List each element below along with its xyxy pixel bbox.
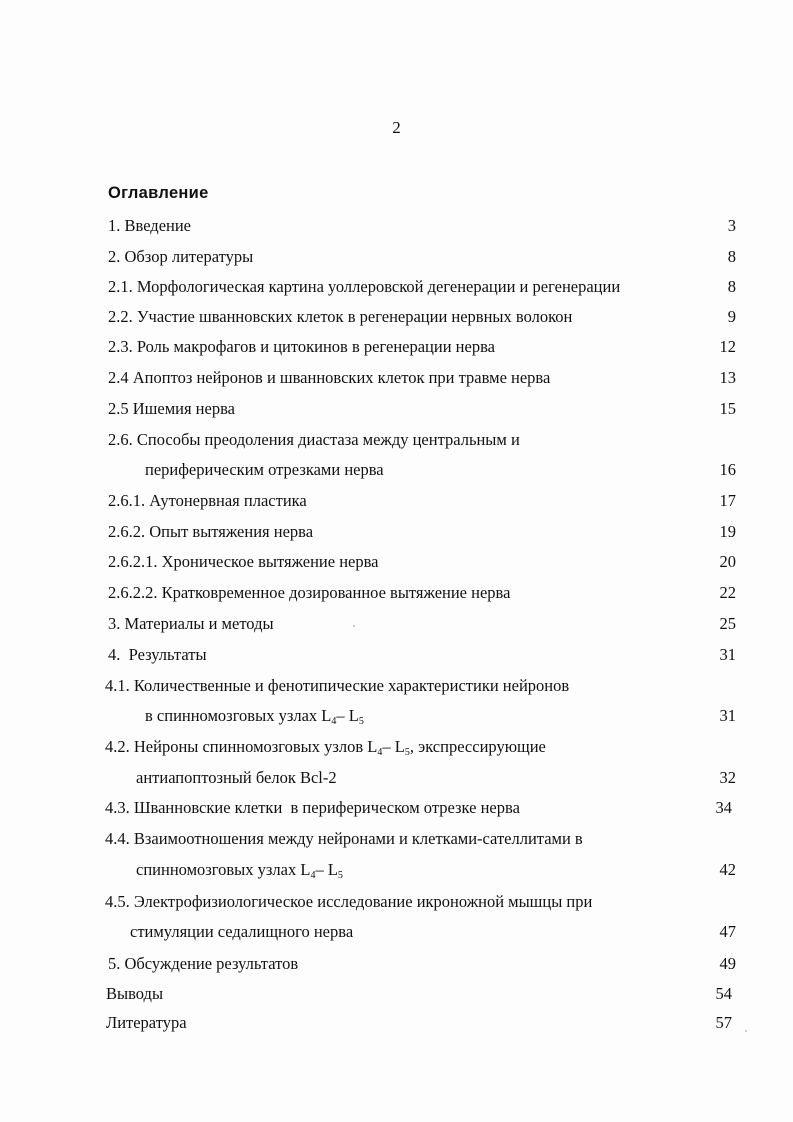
toc-entry-page: 19 xyxy=(719,522,736,541)
toc-entry-page: 16 xyxy=(719,460,736,479)
toc-text-part: – L xyxy=(382,737,405,756)
toc-entry-materials-methods xyxy=(108,614,736,634)
toc-entry-page: 9 xyxy=(727,307,736,326)
toc-entry-title: 2. Обзор литературы xyxy=(108,247,254,266)
toc-entry-title: 4.1. Количественные и фенотипические характеристики нейронов xyxy=(105,676,570,695)
toc-entry-page: 34 xyxy=(715,798,732,817)
toc-text-part: – L xyxy=(315,860,338,879)
toc-text-part: – L xyxy=(336,706,359,725)
toc-text-part: , экспрессирующие xyxy=(409,737,546,756)
toc-entry-2-6-continuation xyxy=(145,460,736,480)
toc-entry-title: 3. Материалы и методы xyxy=(108,614,274,633)
toc-entry-page: 57 xyxy=(715,1013,732,1032)
toc-entry-title: Выводы xyxy=(106,984,164,1003)
toc-entry-title-continuation xyxy=(145,706,364,732)
subscript: 4 xyxy=(377,747,383,758)
toc-entry-page: 20 xyxy=(719,552,736,571)
toc-entry-page: 47 xyxy=(719,922,736,941)
toc-entry-discussion xyxy=(108,954,736,974)
subscript: 4 xyxy=(331,716,337,727)
scan-speck xyxy=(353,625,355,627)
toc-entry-title: 2.4 Апоптоз нейронов и шванновских клеток при травме нерва xyxy=(108,368,551,387)
toc-entry-page: 31 xyxy=(719,706,736,725)
subscript: 5 xyxy=(404,747,410,758)
toc-entry-title-continuation xyxy=(136,860,343,886)
toc-entry-title-continuation: антиапоптозный белок Bcl-2 xyxy=(136,768,337,787)
toc-entry-4-4 xyxy=(105,829,736,849)
toc-entry-page: 25 xyxy=(719,614,736,633)
toc-entry-title: 4.5. Электрофизиологическое исследование икроножной мышцы при xyxy=(105,892,593,911)
toc-entry-title xyxy=(105,737,546,763)
toc-heading: Оглавление xyxy=(108,184,209,202)
toc-entry-page: 3 xyxy=(727,216,736,235)
toc-text-part: спинномозговых узлах L xyxy=(136,860,311,879)
toc-entry-page: 13 xyxy=(719,368,736,387)
toc-entry-2-5 xyxy=(108,399,736,419)
toc-entry-4-5 xyxy=(105,892,736,912)
toc-entry-page: 12 xyxy=(719,337,736,356)
toc-entry-page: 8 xyxy=(727,247,736,266)
toc-entry-4-4-continuation xyxy=(136,860,736,886)
toc-entry-2-6-2-2 xyxy=(108,583,736,603)
toc-entry-2-2 xyxy=(108,307,736,327)
toc-entry-title: 2.1. Морфологическая картина уоллеровской дегенерации и регенерации xyxy=(108,277,621,296)
toc-entry-literature-review xyxy=(108,247,736,267)
toc-entry-title: 5. Обсуждение результатов xyxy=(108,954,299,973)
toc-entry-title-continuation: стимуляции седалищного нерва xyxy=(130,922,354,941)
toc-entry-page: 42 xyxy=(719,860,736,879)
toc-entry-2-3 xyxy=(108,337,736,357)
subscript: 5 xyxy=(358,716,364,727)
toc-entry-4-1 xyxy=(105,676,736,696)
toc-entry-page: 32 xyxy=(719,768,736,787)
toc-entry-title: 2.6.1. Аутонервная пластика xyxy=(108,491,307,510)
toc-entry-2-1 xyxy=(108,277,736,297)
toc-entry-title: 2.5 Ишемия нерва xyxy=(108,399,235,418)
toc-entry-title: Литература xyxy=(106,1013,187,1032)
toc-entry-title: 2.3. Роль макрофагов и цитокинов в регенерации нерва xyxy=(108,337,495,356)
toc-entry-references xyxy=(106,1013,732,1033)
toc-entry-4-5-continuation xyxy=(130,922,736,942)
toc-entry-title: 2.6.2.1. Хроническое вытяжение нерва xyxy=(108,552,379,571)
toc-entry-2-6-2 xyxy=(108,522,736,542)
toc-entry-title: 4.4. Взаимоотношения между нейронами и клетками-сателлитами в xyxy=(105,829,583,848)
toc-entry-title: 4.3. Шванновские клетки в периферическом отрезке нерва xyxy=(105,798,520,817)
toc-entry-title-continuation: периферическим отрезками нерва xyxy=(145,460,384,479)
toc-entry-page: 49 xyxy=(719,954,736,973)
toc-entry-page: 31 xyxy=(719,645,736,664)
toc-entry-title: 4. Результаты xyxy=(108,645,207,664)
toc-entry-conclusions xyxy=(106,984,732,1004)
toc-entry-title: 2.2. Участие шванновских клеток в регенерации нервных волокон xyxy=(108,307,573,326)
toc-entry-2-4 xyxy=(108,368,736,388)
toc-entry-page: 8 xyxy=(727,277,736,296)
toc-entry-page: 17 xyxy=(719,491,736,510)
toc-entry-title: 1. Введение xyxy=(108,216,192,235)
scan-speck xyxy=(745,1030,747,1032)
toc-entry-results xyxy=(108,645,736,665)
subscript: 5 xyxy=(337,870,343,881)
toc-entry-2-6-1 xyxy=(108,491,736,511)
toc-entry-4-3 xyxy=(105,798,736,818)
toc-entry-title: 2.6. Способы преодоления диастаза между центральным и xyxy=(108,430,520,449)
toc-text-part: в спинномозговых узлах L xyxy=(145,706,332,725)
page-number: 2 xyxy=(392,118,401,137)
toc-text-part: 4.2. Нейроны спинномозговых узлов L xyxy=(105,737,378,756)
toc-entry-page: 22 xyxy=(719,583,736,602)
subscript: 4 xyxy=(310,870,316,881)
toc-entry-4-1-continuation xyxy=(145,706,736,732)
toc-entry-title: 2.6.2. Опыт вытяжения нерва xyxy=(108,522,314,541)
toc-entry-page: 15 xyxy=(719,399,736,418)
toc-entry-introduction xyxy=(108,216,736,236)
toc-entry-2-6 xyxy=(108,430,736,450)
toc-entry-title: 2.6.2.2. Кратковременное дозированное вытяжение нерва xyxy=(108,583,511,602)
toc-entry-page: 54 xyxy=(715,984,732,1003)
toc-entry-2-6-2-1 xyxy=(108,552,736,572)
toc-entry-4-2-continuation xyxy=(136,768,736,788)
toc-entry-4-2 xyxy=(105,737,736,763)
